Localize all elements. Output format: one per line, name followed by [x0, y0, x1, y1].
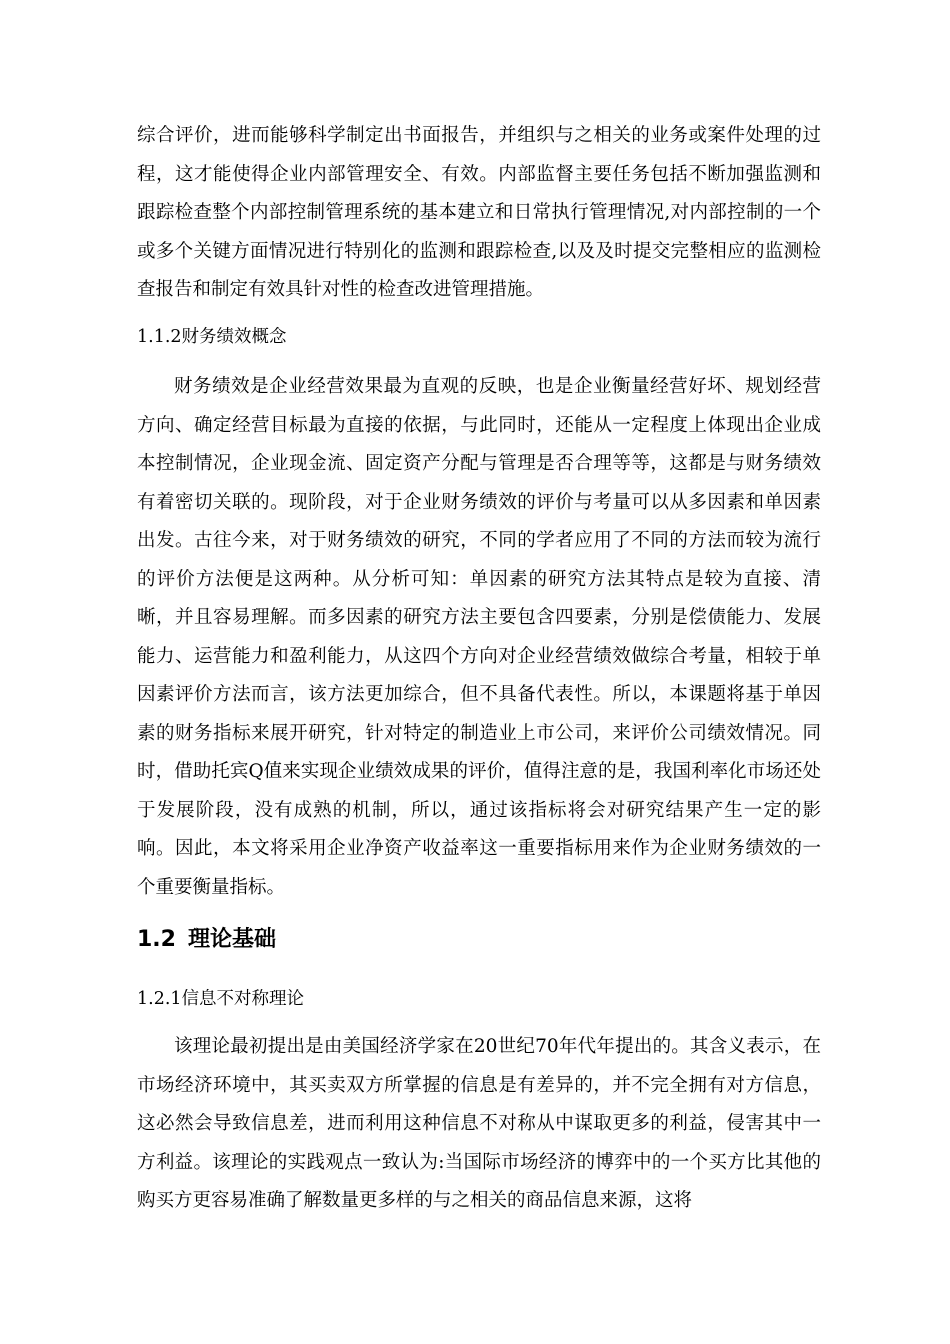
section-number: 1.2 — [137, 927, 176, 952]
subsection-heading-1-2-1: 1.2.1信息不对称理论 — [137, 989, 305, 1009]
section-title: 理论基础 — [187, 927, 276, 952]
section-heading-1-2 — [137, 926, 276, 954]
financial-performance-paragraph: 财务绩效是企业经营效果最为直观的反映，也是企业衡量经营好坏、规划经营方向、确定经营目标最为直接的依据，与此同时，还能从一定程度上体现出企业成本控制情况，企业现金流、固定资产分配与管理是否合理等等，这都是与财务绩效有着密切关联的。现阶段，对于企业财务绩效的评价与考量可以从多因素和单因素出发。古往今来，对于财务绩效的研究，不同的学者应用了不同的方法而较为流行的评价方法便是这两种。从分析可知：单因素的研究方法其特点是较为直接、清晰，并且容易理解。而多因素的研究方法主要包含四要素，分别是偿债能力、发展能力、运营能力和盈利能力，从这四个方向对企业经营绩效做综合考量，相较于单因素评价方法而言，该方法更加综合，但不具备代表性。所以，本课题将基于单因素的财务指标来展开研究，针对特定的制造业上市公司，来评价公司绩效情况。同时，借助托宾Q值来实现企业绩效成果的评价，值得注意的是，我国利率化市场还处于发展阶段，没有成熟的机制，所以，通过该指标将会对研究结果产生一定的影响。因此，本文将采用企业净资产收益率这一重要指标用来作为企业财务绩效的一个重要衡量指标。 — [137, 376, 821, 898]
information-asymmetry-paragraph: 该理论最初提出是由美国经济学家在20世纪70年代年提出的。其含义表示，在市场经济环境中，其买卖双方所掌握的信息是有差异的，并不完全拥有对方信息，这必然会导致信息差，进而利用这种信息不对称从中谋取更多的利益，侵害其中一方利益。该理论的实践观点一致认为:当国际市场经济的博弈中的一个买方比其他的购买方更容易准确了解数量更多样的与之相关的商品信息来源，这将 — [137, 1036, 821, 1211]
subsection-heading-1-1-2: 1.1.2财务绩效概念 — [137, 327, 287, 347]
intro-paragraph: 综合评价，进而能够科学制定出书面报告，并组织与之相关的业务或案件处理的过程，这才能使得企业内部管理安全、有效。内部监督主要任务包括不断加强监测和跟踪检查整个内部控制管理系统的基本建立和日常执行管理情况,对内部控制的一个或多个关键方面情况进行特别化的监测和跟踪检查,以及及时提交完整相应的监测检查报告和制定有效具针对性的检查改进管理措施。 — [137, 125, 821, 300]
